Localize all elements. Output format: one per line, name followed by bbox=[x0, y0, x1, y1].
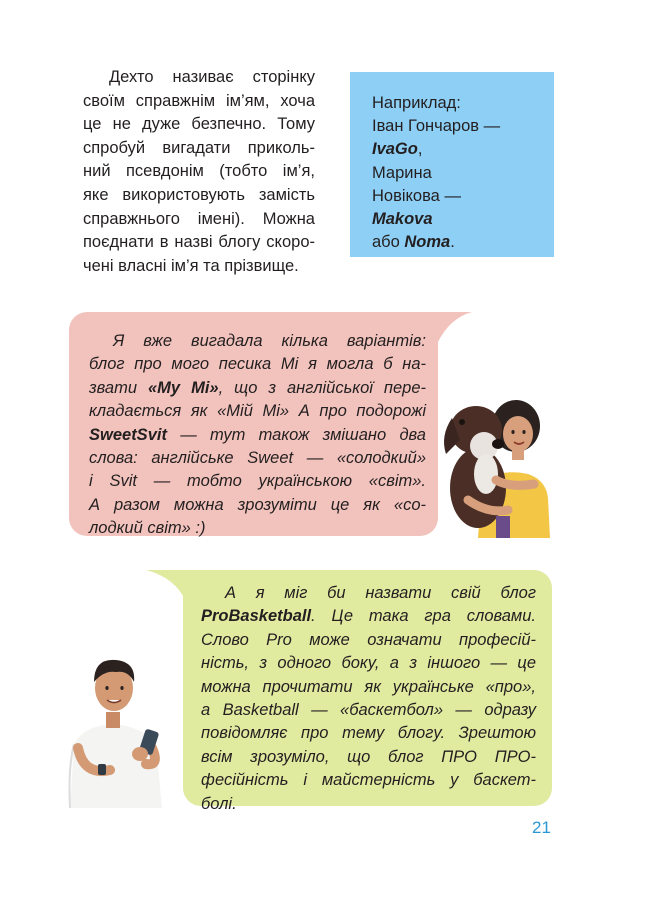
example-line: Новікова — bbox=[372, 186, 461, 205]
boy-with-phone-illustration bbox=[64, 648, 176, 808]
nickname-ivago: IvaGo bbox=[372, 140, 418, 159]
bubble-line: лодкий світ» :) bbox=[89, 519, 206, 538]
intro-line: справжнього імені). Можна bbox=[83, 209, 315, 228]
bubble-line: ProBasketball. Це така гра словами. bbox=[201, 607, 536, 626]
intro-line: поєднати в назві блогу скоро- bbox=[83, 233, 315, 252]
bubble-line: кладається як «Мій Мі» А про подорожі bbox=[89, 402, 426, 421]
intro-line: це не дуже безпечно. Тому bbox=[83, 115, 315, 134]
blog-name-probasketball: ProBasketball bbox=[201, 607, 312, 626]
intro-line: Дехто називає сторінку bbox=[109, 68, 315, 86]
intro-paragraph bbox=[83, 66, 315, 278]
boy-speech-bubble bbox=[183, 570, 552, 813]
bubble-line: А я міг би назвати свій блог bbox=[225, 584, 536, 602]
example-line bbox=[372, 208, 554, 231]
example-line: Марина bbox=[372, 163, 432, 182]
blog-name-sweetsvit: SweetSvit bbox=[89, 425, 167, 444]
bubble-line: всім зрозуміло, що блог ПРО ПРО- bbox=[201, 747, 536, 766]
bubble-line: ність, з одного боку, а з іншого — це bbox=[201, 654, 536, 673]
intro-line: яке використовують замість bbox=[83, 185, 315, 204]
bubble-line: повідомляє про тему блогу. Зрештою bbox=[201, 724, 536, 743]
example-box bbox=[350, 72, 554, 257]
bubble-line: болі. bbox=[201, 794, 237, 813]
bubble-line: блог про мого песика Мі я могла б на- bbox=[89, 355, 426, 374]
bubble-line: звати «My Mi», що з англійської пере- bbox=[89, 378, 426, 397]
bubble-line: фесійність і майстерність у баскет- bbox=[201, 771, 536, 790]
example-line: Іван Гончаров — bbox=[372, 117, 501, 136]
intro-line: чені власні ім’я та прізвище. bbox=[83, 256, 299, 275]
bubble-line: А разом можна зрозуміти це як «со- bbox=[89, 495, 426, 514]
nickname-noma: Noma bbox=[404, 233, 451, 252]
girl-with-dog-illustration bbox=[438, 388, 558, 538]
girl-speech-bubble bbox=[69, 312, 438, 536]
blog-name-my-mi: «My Mi» bbox=[148, 378, 219, 397]
page-number: 21 bbox=[532, 818, 551, 837]
bubble-line: Слово Pro може означати професій- bbox=[201, 630, 536, 649]
bubble-line: можна прочитати як українське «про», bbox=[201, 677, 536, 696]
example-label: Наприклад: bbox=[372, 94, 461, 112]
intro-line: ний псевдонім (тобто ім’я, bbox=[83, 162, 315, 181]
bubble-line: слова: англійське Sweet — «солодкий» bbox=[89, 449, 426, 468]
bubble-line: Я вже вигадала кілька варіантів: bbox=[113, 332, 426, 350]
bubble-line: і Svit — тобто українською «світ». bbox=[89, 472, 426, 491]
bubble-line: а Basketball — «баскетбол» — одразу bbox=[201, 701, 536, 720]
bubble-line: SweetSvit — тут також змішано два bbox=[89, 425, 426, 444]
intro-line: спробуй вигадати приколь- bbox=[83, 138, 315, 157]
intro-line: своїм справжнім ім’ям, хоча bbox=[83, 91, 315, 110]
example-line: IvaGo, bbox=[372, 140, 423, 159]
nickname-makova: Makova bbox=[372, 210, 433, 229]
example-line: або Noma. bbox=[372, 233, 455, 252]
